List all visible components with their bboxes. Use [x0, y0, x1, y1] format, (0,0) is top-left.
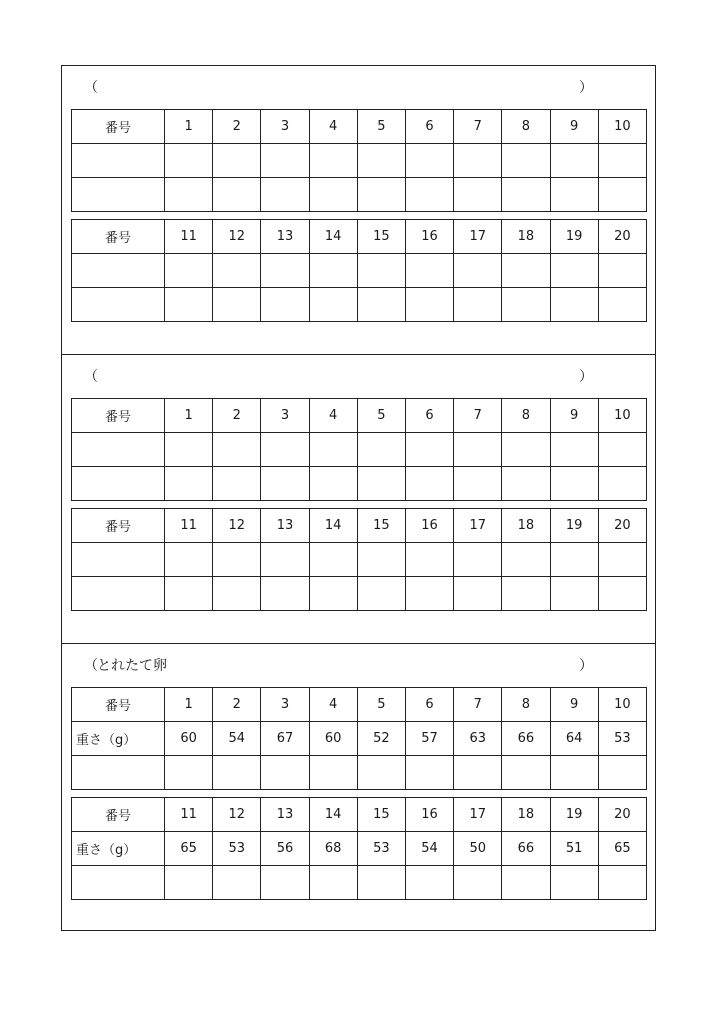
- number-row: [72, 220, 647, 254]
- value-cell: [598, 866, 646, 900]
- value-cell: [357, 467, 405, 501]
- value-cell: [213, 467, 261, 501]
- number-cell: 10: [598, 399, 646, 433]
- value-cell: [502, 178, 550, 212]
- data-row: [72, 577, 647, 611]
- value-cell: [213, 288, 261, 322]
- value-cell: [598, 756, 646, 790]
- value-cell: [502, 756, 550, 790]
- value-cell: [261, 144, 309, 178]
- weight-cell: 54: [405, 832, 453, 866]
- value-cell: [213, 577, 261, 611]
- number-cell: 15: [357, 509, 405, 543]
- value-cell: [454, 467, 502, 501]
- weight-row: [72, 832, 647, 866]
- record-table-11-20: [71, 508, 647, 611]
- weight-cell: 53: [213, 832, 261, 866]
- egg-weight-section: [62, 643, 655, 929]
- number-cell: 2: [213, 399, 261, 433]
- weight-cell: 57: [405, 722, 453, 756]
- number-cell: 20: [598, 798, 646, 832]
- value-cell: [165, 288, 213, 322]
- number-cell: 11: [165, 220, 213, 254]
- number-cell: 19: [550, 509, 598, 543]
- data-row: [72, 288, 647, 322]
- number-header-cell: 番号: [72, 509, 165, 543]
- number-cell: 7: [454, 110, 502, 144]
- value-cell: [502, 144, 550, 178]
- value-cell: [261, 467, 309, 501]
- number-cell: 1: [165, 688, 213, 722]
- number-cell: 5: [357, 399, 405, 433]
- number-cell: 10: [598, 110, 646, 144]
- number-cell: 3: [261, 399, 309, 433]
- value-cell: [309, 433, 357, 467]
- value-cell: [405, 543, 453, 577]
- number-cell: 12: [213, 798, 261, 832]
- number-cell: 4: [309, 688, 357, 722]
- row-label-cell: [72, 288, 165, 322]
- data-row: [72, 178, 647, 212]
- number-cell: 6: [405, 688, 453, 722]
- data-row: [72, 467, 647, 501]
- data-row: [72, 144, 647, 178]
- row-label-cell: [72, 144, 165, 178]
- number-cell: 9: [550, 110, 598, 144]
- record-table-1-10: [71, 109, 647, 212]
- value-cell: [502, 467, 550, 501]
- weight-cell: 68: [309, 832, 357, 866]
- value-cell: [550, 144, 598, 178]
- value-cell: [309, 866, 357, 900]
- value-cell: [454, 756, 502, 790]
- value-cell: [454, 178, 502, 212]
- worksheet: [61, 65, 656, 931]
- number-cell: 19: [550, 220, 598, 254]
- number-cell: 5: [357, 688, 405, 722]
- value-cell: [165, 866, 213, 900]
- number-header-cell: 番号: [72, 688, 165, 722]
- weight-cell: 65: [598, 832, 646, 866]
- number-header-cell: 番号: [72, 220, 165, 254]
- number-cell: 4: [309, 110, 357, 144]
- value-cell: [309, 288, 357, 322]
- row-label-cell: [72, 254, 165, 288]
- number-cell: 14: [309, 220, 357, 254]
- number-cell: 17: [454, 509, 502, 543]
- number-cell: 20: [598, 220, 646, 254]
- number-header-cell: 番号: [72, 399, 165, 433]
- value-cell: [405, 577, 453, 611]
- number-cell: 19: [550, 798, 598, 832]
- number-cell: 14: [309, 509, 357, 543]
- value-cell: [309, 543, 357, 577]
- number-cell: 3: [261, 688, 309, 722]
- weight-cell: 65: [165, 832, 213, 866]
- value-cell: [598, 254, 646, 288]
- row-label-cell: [72, 467, 165, 501]
- number-row: [72, 509, 647, 543]
- value-cell: [502, 288, 550, 322]
- value-cell: [454, 144, 502, 178]
- value-cell: [598, 144, 646, 178]
- number-cell: 5: [357, 110, 405, 144]
- row-label-cell: [72, 433, 165, 467]
- value-cell: [165, 178, 213, 212]
- value-cell: [309, 178, 357, 212]
- value-cell: [357, 543, 405, 577]
- number-cell: 13: [261, 798, 309, 832]
- value-cell: [405, 254, 453, 288]
- number-cell: 16: [405, 509, 453, 543]
- weight-cell: 64: [550, 722, 598, 756]
- number-cell: 11: [165, 509, 213, 543]
- number-cell: 3: [261, 110, 309, 144]
- weight-cell: 52: [357, 722, 405, 756]
- heading-close-paren: ）: [579, 369, 593, 385]
- weight-cell: 66: [502, 722, 550, 756]
- value-cell: [598, 467, 646, 501]
- value-cell: [357, 144, 405, 178]
- section-heading: [84, 656, 594, 676]
- number-cell: 1: [165, 110, 213, 144]
- value-cell: [502, 866, 550, 900]
- number-cell: 15: [357, 220, 405, 254]
- number-cell: 18: [502, 798, 550, 832]
- number-cell: 8: [502, 399, 550, 433]
- value-cell: [502, 543, 550, 577]
- value-cell: [502, 577, 550, 611]
- weight-cell: 63: [454, 722, 502, 756]
- value-cell: [550, 543, 598, 577]
- number-row: [72, 110, 647, 144]
- value-cell: [165, 433, 213, 467]
- weight-cell: 51: [550, 832, 598, 866]
- number-cell: 8: [502, 110, 550, 144]
- heading-title: とれたて卵: [97, 658, 167, 674]
- number-cell: 6: [405, 110, 453, 144]
- value-cell: [261, 866, 309, 900]
- number-cell: 14: [309, 798, 357, 832]
- value-cell: [261, 254, 309, 288]
- record-table-1-10: [71, 398, 647, 501]
- value-cell: [598, 178, 646, 212]
- blank-record-section-2: [62, 354, 655, 643]
- value-cell: [213, 178, 261, 212]
- value-cell: [309, 577, 357, 611]
- number-cell: 7: [454, 399, 502, 433]
- value-cell: [213, 756, 261, 790]
- number-cell: 20: [598, 509, 646, 543]
- value-cell: [165, 543, 213, 577]
- value-cell: [357, 756, 405, 790]
- number-cell: 6: [405, 399, 453, 433]
- number-cell: 12: [213, 509, 261, 543]
- heading-close-paren: ）: [579, 658, 593, 674]
- value-cell: [598, 433, 646, 467]
- data-row: [72, 756, 647, 790]
- section-heading: [84, 367, 594, 387]
- weight-row: [72, 722, 647, 756]
- row-label-cell: [72, 756, 165, 790]
- number-cell: 1: [165, 399, 213, 433]
- value-cell: [261, 178, 309, 212]
- value-cell: [550, 254, 598, 288]
- value-cell: [165, 577, 213, 611]
- data-row: [72, 543, 647, 577]
- weight-cell: 53: [598, 722, 646, 756]
- egg-table-1-10: [71, 687, 647, 790]
- number-cell: 16: [405, 798, 453, 832]
- value-cell: [454, 577, 502, 611]
- heading-open-paren: （: [84, 658, 98, 674]
- number-row: [72, 399, 647, 433]
- heading-open-paren: （: [84, 369, 98, 385]
- value-cell: [309, 756, 357, 790]
- value-cell: [261, 433, 309, 467]
- value-cell: [598, 577, 646, 611]
- number-cell: 15: [357, 798, 405, 832]
- number-row: [72, 798, 647, 832]
- value-cell: [357, 433, 405, 467]
- value-cell: [165, 254, 213, 288]
- value-cell: [357, 288, 405, 322]
- weight-cell: 53: [357, 832, 405, 866]
- weight-label-cell: 重さ（g）: [72, 832, 165, 866]
- number-row: [72, 688, 647, 722]
- number-cell: 16: [405, 220, 453, 254]
- value-cell: [405, 756, 453, 790]
- data-row: [72, 433, 647, 467]
- number-cell: 12: [213, 220, 261, 254]
- number-cell: 7: [454, 688, 502, 722]
- blank-record-section-1: [62, 66, 655, 354]
- number-cell: 11: [165, 798, 213, 832]
- value-cell: [165, 467, 213, 501]
- value-cell: [357, 254, 405, 288]
- value-cell: [405, 866, 453, 900]
- egg-table-11-20: [71, 797, 647, 900]
- value-cell: [550, 288, 598, 322]
- number-cell: 13: [261, 509, 309, 543]
- number-cell: 17: [454, 220, 502, 254]
- number-cell: 18: [502, 220, 550, 254]
- number-header-cell: 番号: [72, 798, 165, 832]
- number-cell: 8: [502, 688, 550, 722]
- value-cell: [261, 756, 309, 790]
- data-row: [72, 254, 647, 288]
- weight-cell: 66: [502, 832, 550, 866]
- row-label-cell: [72, 577, 165, 611]
- number-cell: 10: [598, 688, 646, 722]
- heading-open-paren: （: [84, 80, 98, 96]
- value-cell: [213, 144, 261, 178]
- value-cell: [550, 467, 598, 501]
- weight-cell: 67: [261, 722, 309, 756]
- weight-cell: 50: [454, 832, 502, 866]
- value-cell: [405, 467, 453, 501]
- number-cell: 9: [550, 688, 598, 722]
- value-cell: [357, 866, 405, 900]
- value-cell: [598, 288, 646, 322]
- value-cell: [454, 433, 502, 467]
- row-label-cell: [72, 178, 165, 212]
- data-row: [72, 866, 647, 900]
- value-cell: [454, 254, 502, 288]
- row-label-cell: [72, 866, 165, 900]
- value-cell: [213, 254, 261, 288]
- value-cell: [405, 178, 453, 212]
- value-cell: [405, 144, 453, 178]
- value-cell: [309, 144, 357, 178]
- value-cell: [550, 756, 598, 790]
- value-cell: [357, 178, 405, 212]
- value-cell: [165, 144, 213, 178]
- value-cell: [357, 577, 405, 611]
- weight-cell: 56: [261, 832, 309, 866]
- value-cell: [502, 433, 550, 467]
- value-cell: [405, 288, 453, 322]
- row-label-cell: [72, 543, 165, 577]
- number-cell: 2: [213, 688, 261, 722]
- value-cell: [454, 288, 502, 322]
- number-cell: 18: [502, 509, 550, 543]
- value-cell: [454, 543, 502, 577]
- value-cell: [309, 467, 357, 501]
- value-cell: [213, 433, 261, 467]
- heading-close-paren: ）: [579, 80, 593, 96]
- value-cell: [454, 866, 502, 900]
- number-cell: 17: [454, 798, 502, 832]
- value-cell: [213, 866, 261, 900]
- weight-cell: 60: [165, 722, 213, 756]
- value-cell: [405, 433, 453, 467]
- weight-cell: 54: [213, 722, 261, 756]
- number-cell: 9: [550, 399, 598, 433]
- value-cell: [550, 866, 598, 900]
- number-header-cell: 番号: [72, 110, 165, 144]
- number-cell: 2: [213, 110, 261, 144]
- number-cell: 13: [261, 220, 309, 254]
- value-cell: [550, 433, 598, 467]
- record-table-11-20: [71, 219, 647, 322]
- value-cell: [598, 543, 646, 577]
- value-cell: [261, 288, 309, 322]
- value-cell: [261, 577, 309, 611]
- value-cell: [502, 254, 550, 288]
- value-cell: [550, 577, 598, 611]
- number-cell: 4: [309, 399, 357, 433]
- weight-label-cell: 重さ（g）: [72, 722, 165, 756]
- value-cell: [165, 756, 213, 790]
- value-cell: [309, 254, 357, 288]
- value-cell: [550, 178, 598, 212]
- weight-cell: 60: [309, 722, 357, 756]
- value-cell: [213, 543, 261, 577]
- section-heading: [84, 78, 594, 98]
- value-cell: [261, 543, 309, 577]
